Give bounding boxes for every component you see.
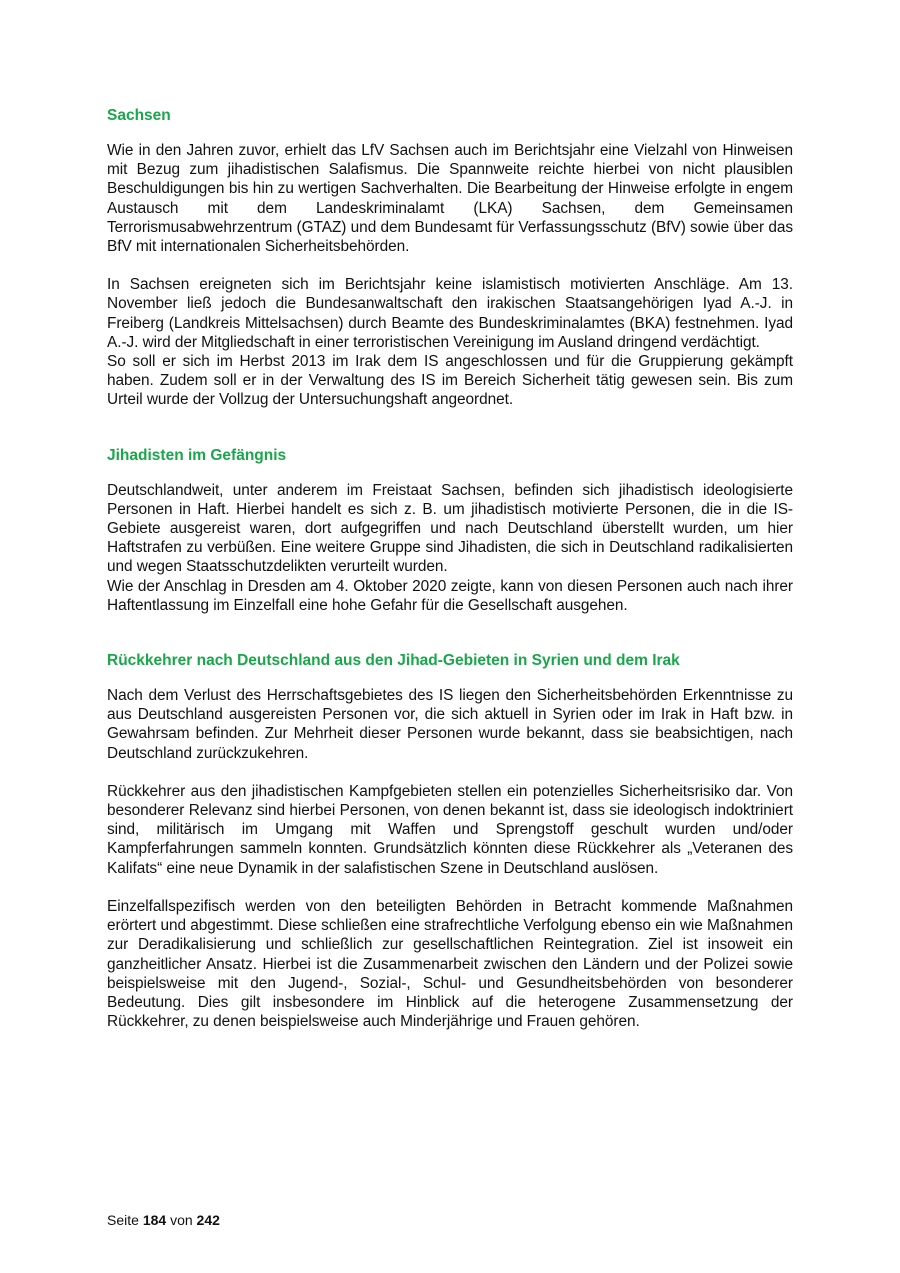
footer-total-pages: 242: [196, 1212, 220, 1228]
paragraph: Nach dem Verlust des Herrschaftsgebietes des IS liegen den Sicherheitsbehörden Erkenntnisse zu aus Deutschland ausgereisten Personen vor, die sich aktuell in Syrien oder im Irak in Haft bzw. in Gewahrsam befinden. Zur Mehrheit dieser Personen wurde bekannt, dass sie beabsichtigen, nach Deutschland zurückzukehren.: [107, 687, 793, 762]
paragraph: Einzelfallspezifisch werden von den beteiligten Behörden in Betracht kommende Maßnahmen erörtert und abgestimmt. Diese schließen eine strafrechtliche Verfolgung ebenso ein wie Maßnahmen zur Deradikalisierung und schließlich zur gesellschaftlichen Reintegration. Ziel ist insoweit ein ganzheitlicher Ansatz. Hierbei ist die Zusammenarbeit zwischen den Ländern und der Polizei sowie beispielsweise mit den Jugend-, Sozial-, Schul- und Gesundheitsbehörden von besonderer Bedeutung. Dies gilt insbesondere im Hinblick auf die heterogene Zusammensetzung der Rückkehrer, zu denen beispielsweise auch Minderjährige und Frauen gehören.: [107, 897, 793, 1031]
paragraph: Rückkehrer aus den jihadistischen Kampfgebieten stellen ein potenzielles Sicherheitsrisiko dar. Von besonderer Relevanz sind hierbei Personen, von denen bekannt ist, dass sie ideologisch indoktriniert sind, militärisch im Umgang mit Waffen und Sprengstoff geschult wurden und/oder Kampferfahrungen sammeln konnten. Grundsätzlich könnten diese Rückkehrer als „Veteranen des Kalifats“ eine neue Dynamik in der salafistischen Szene in Deutschland auslösen.: [107, 782, 793, 877]
section-heading-sachsen: Sachsen: [107, 107, 171, 124]
paragraph: Wie in den Jahren zuvor, erhielt das LfV Sachsen auch im Berichtsjahr eine Vielzahl von Hinweisen mit Bezug zum jihadistischen Salafismus. Die Spannweite reichte hierbei von nicht plausiblen Beschuldigungen bis hin zu wertigen Sachverhalten. Die Bearbeitung der Hinweise erfolgte in engem Austausch mit dem Landeskriminalamt (LKA) Sachsen, dem Gemeinsamen Terrorismusabwehrzentrum (GTAZ) und dem Bundesamt für Verfassungsschutz (BfV) sowie über das BfV mit internationalen Sicherheitsbehörden.: [107, 142, 793, 256]
section-heading-jihadisten-im-gefaengnis: Jihadisten im Gefängnis: [107, 446, 287, 464]
paragraph: Wie der Anschlag in Dresden am 4. Oktober 2020 zeigte, kann von diesen Personen auch nach ihrer Haftentlassung im Einzelfall eine hohe Gefahr für die Gesellschaft ausgehen.: [107, 577, 793, 614]
document-body: [107, 98, 793, 1031]
footer-prefix: Seite: [107, 1212, 139, 1228]
footer-middle: von: [170, 1212, 193, 1228]
paragraph: Deutschlandweit, unter anderem im Freistaat Sachsen, befinden sich jihadistisch ideologisierte Personen in Haft. Hierbei handelt es sich z. B. um jihadistisch motivierte Personen, die in die IS-Gebiete ausgereist waren, dort aufgegriffen und nach Deutschland überstellt wurden, um hier Haftstrafen zu verbüßen. Eine weitere Gruppe sind Jihadisten, die sich in Deutschland radikalisierten und wegen Staatsschutzdelikten verurteilt wurden.: [107, 481, 793, 576]
paragraph: So soll er sich im Herbst 2013 im Irak dem IS angeschlossen und für die Gruppierung gekämpft haben. Zudem soll er in der Verwaltung des IS im Bereich Sicherheit tätig gewesen sein. Bis zum Urteil wurde der Vollzug der Untersuchungshaft angeordnet.: [107, 353, 793, 409]
page-footer: [107, 1212, 220, 1228]
footer-page-number: 184: [142, 1212, 167, 1228]
section-heading-rueckkehrer: Rückkehrer nach Deutschland aus den Jihad-Gebieten in Syrien und dem Irak: [107, 652, 680, 670]
paragraph: In Sachsen ereigneten sich im Berichtsjahr keine islamistisch motivierten Anschläge. Am 13. November ließ jedoch die Bundesanwaltschaft den irakischen Staatsangehörigen Iyad A.-J. in Freiberg (Landkreis Mittelsachsen) durch Beamte des Bundeskriminalamtes (BKA) festnehmen. Iyad A.-J. wird der Mitgliedschaft in einer terroristischen Vereinigung im Ausland dringend verdächtigt.: [107, 276, 793, 351]
